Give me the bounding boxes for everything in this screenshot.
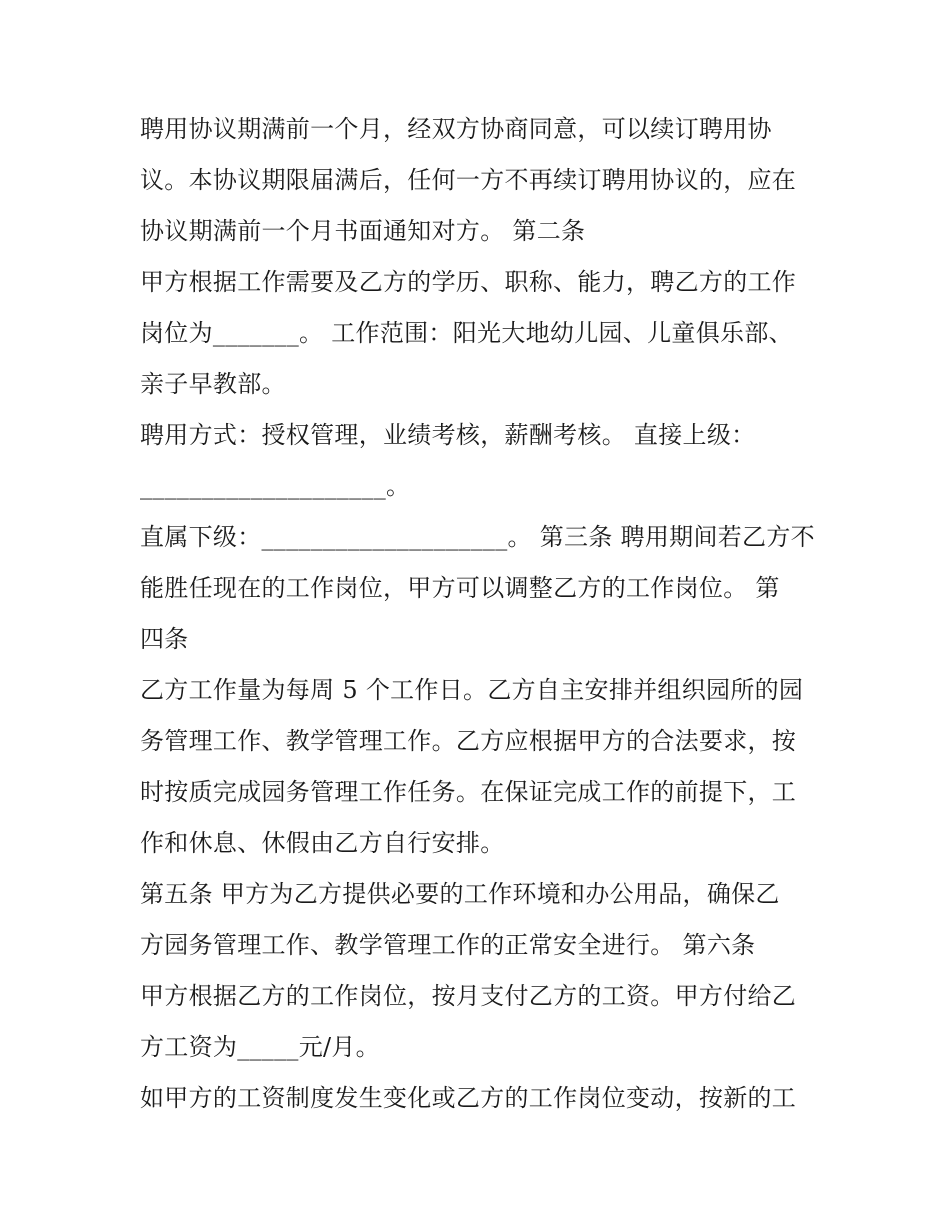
text-line: 时按质完成园务管理工作任务。在保证完成工作的前提下，工 xyxy=(140,778,797,806)
text-line: 能胜任现在的工作岗位，甲方可以调整乙方的工作岗位。 第 xyxy=(140,574,780,602)
text-line: 甲方根据工作需要及乙方的学历、职称、能力，聘乙方的工作 xyxy=(140,268,797,296)
text-line: ____________________。 xyxy=(140,472,411,500)
text-line: 聘用协议期满前一个月，经双方协商同意，可以续订聘用协 xyxy=(140,115,772,143)
text-line: 聘用方式：授权管理，业绩考核，薪酬考核。 直接上级： xyxy=(140,421,756,449)
text-line: 议。本协议期限届满后，任何一方不再续订聘用协议的，应在 xyxy=(140,166,797,194)
document-page xyxy=(140,104,820,1124)
text-line: 亲子早教部。 xyxy=(140,370,286,398)
text-line: 四条 xyxy=(140,625,189,653)
text-line: 如甲方的工资制度发生变化或乙方的工作岗位变动，按新的工 xyxy=(140,1084,797,1112)
text-line: 甲方根据乙方的工作岗位，按月支付乙方的工资。甲方付给乙 xyxy=(140,982,797,1010)
text-line: 务管理工作、教学管理工作。乙方应根据甲方的合法要求，按 xyxy=(140,727,797,755)
text-line: 方工资为_____元/月。 xyxy=(140,1033,380,1061)
text-line: 第五条 甲方为乙方提供必要的工作环境和办公用品，确保乙 xyxy=(140,880,780,908)
text-line: 作和休息、休假由乙方自行安排。 xyxy=(140,829,505,857)
text-line: 乙方工作量为每周 5 个工作日。乙方自主安排并组织园所的园 xyxy=(140,676,804,704)
text-line: 方园务管理工作、教学管理工作的正常安全进行。 第六条 xyxy=(140,931,756,959)
text-line: 直属下级：____________________。 第三条 聘用期间若乙方不 xyxy=(140,523,815,551)
text-line: 协议期满前一个月书面通知对方。 第二条 xyxy=(140,217,586,245)
text-line: 岗位为_______。 工作范围：阳光大地幼儿园、儿童俱乐部、 xyxy=(140,319,793,347)
